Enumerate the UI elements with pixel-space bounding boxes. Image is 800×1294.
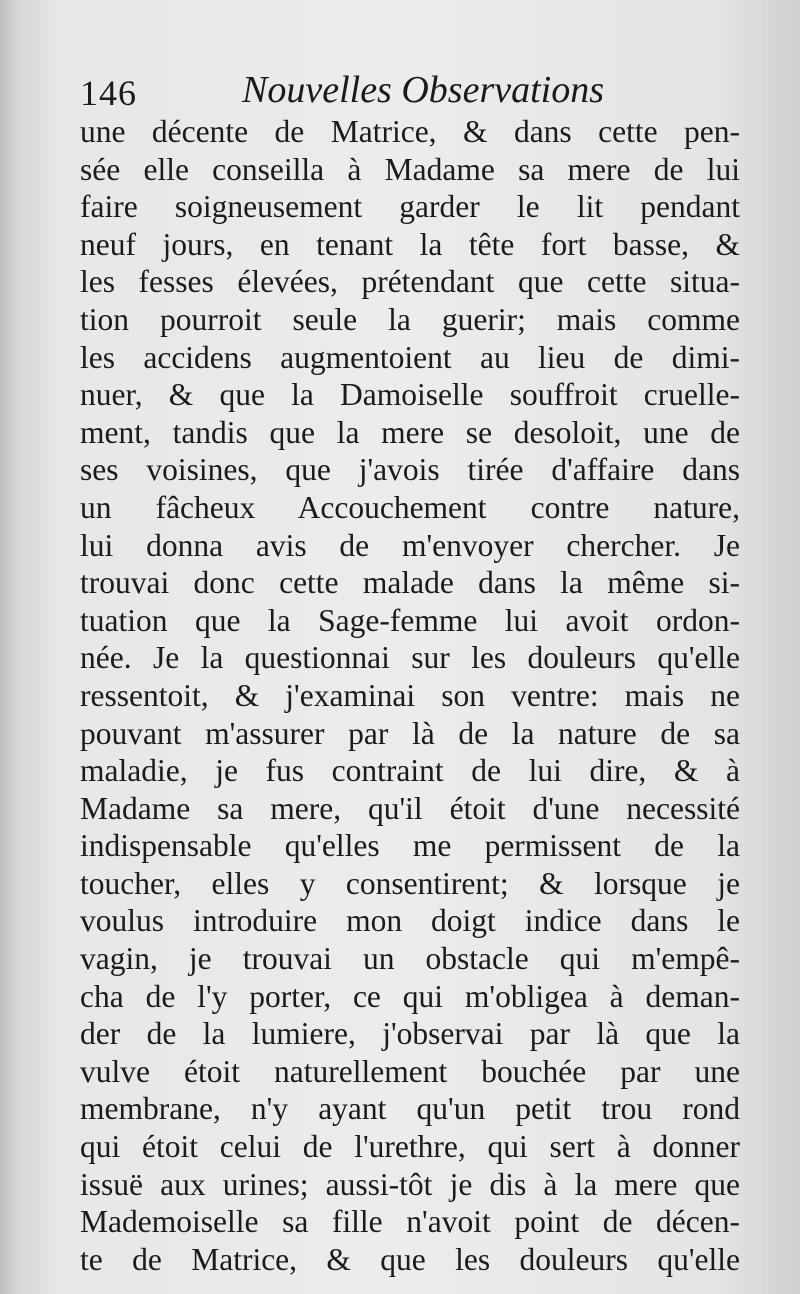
text-line: indispensable qu'elles me permissent de la — [80, 828, 740, 864]
text-line: Mademoiselle sa fille n'avoit point de décen- — [80, 1204, 740, 1240]
text-line: issuë aux urines; aussi-tôt je dis à la mere que — [80, 1166, 740, 1202]
text-line: qui étoit celui de l'urethre, qui sert à donner — [80, 1129, 740, 1165]
text-line: née. Je la questionnai sur les douleurs qu'elle — [80, 640, 740, 676]
text-line: les accidens augmentoient au lieu de dimi- — [80, 339, 740, 375]
text-line: maladie, je fus contraint de lui dire, & à — [80, 753, 740, 789]
text-line: trouvai donc cette malade dans la même si- — [80, 565, 740, 601]
text-line: vagin, je trouvai un obstacle qui m'empê- — [80, 941, 740, 977]
text-line: Madame sa mere, qu'il étoit d'une necessité — [80, 790, 740, 826]
text-line: une décente de Matrice, & dans cette pen- — [80, 114, 740, 149]
text-line: te de Matrice, & que les douleurs qu'elle — [80, 1241, 740, 1277]
text-line: lui donna avis de m'envoyer chercher. Je — [80, 527, 740, 563]
text-line: nuer, & que la Damoiselle souffroit cruelle- — [80, 377, 740, 413]
text-line: tuation que la Sage-femme lui avoit ordon- — [80, 602, 740, 638]
text-line: les fesses élevées, prétendant que cette situa- — [80, 264, 740, 300]
text-line: toucher, elles y consentirent; & lorsque je — [80, 865, 740, 901]
text-line: voulus introduire mon doigt indice dans le — [80, 903, 740, 939]
text-line: ressentoit, & j'examinai son ventre: mais ne — [80, 677, 740, 713]
text-line: neuf jours, en tenant la tête fort basse, & — [80, 226, 740, 262]
body-text — [80, 113, 740, 1278]
text-line: vulve étoit naturellement bouchée par une — [80, 1053, 740, 1089]
text-line: pouvant m'assurer par là de la nature de sa — [80, 715, 740, 751]
text-line: tion pourroit seule la guerir; mais comme — [80, 301, 740, 337]
text-line: membrane, n'y ayant qu'un petit trou rond — [80, 1091, 740, 1127]
page-header — [80, 66, 640, 112]
text-line: der de la lumiere, j'observai par là que la — [80, 1016, 740, 1052]
page-number: 146 — [80, 73, 137, 113]
text-line: faire soigneusement garder le lit pendant — [80, 189, 740, 225]
text-line: ment, tandis que la mere se desoloit, une de — [80, 414, 740, 450]
text-line: ses voisines, que j'avois tirée d'affaire dans — [80, 452, 740, 488]
text-line: sée elle conseilla à Madame sa mere de lui — [80, 151, 740, 187]
text-line: un fâcheux Accouchement contre nature, — [80, 489, 740, 525]
text-line: cha de l'y porter, ce qui m'obligea à deman- — [80, 978, 740, 1014]
running-title: Nouvelles Observations — [242, 69, 605, 111]
